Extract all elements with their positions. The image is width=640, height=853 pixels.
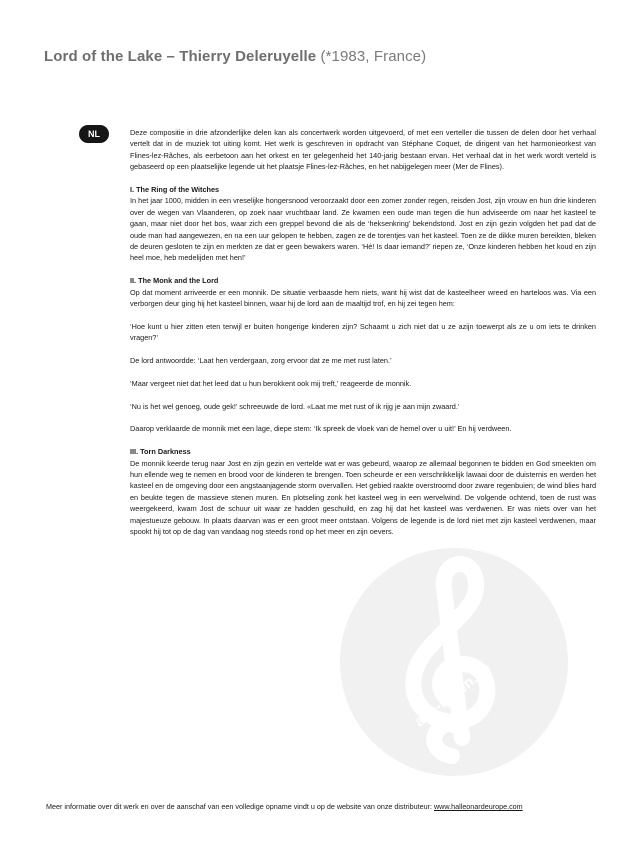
dialogue-line: De lord antwoordde: ‘Laat hen verdergaan, zorg ervoor dat ze me met rust laten.’ — [130, 356, 392, 366]
footer — [46, 802, 606, 811]
section-text: De monnik keerde terug naar Jost en zijn gezin en vertelde wat er was gebeurd, waarop ze allemaal begonnen te bidden en God smeekten om hun ellende weg te nemen en brood voor de kinderen te brengen. Toen scheurde er een verschrikkelijk lawaai door de duisternis en werden het kasteel en de omgeving door een angstaanjagende storm overvallen. Het gebied raakte overstroomd door zware regenbuien; de wind blies hard en beukte tegen de massieve stenen muren. En plotseling zonk het kasteel weg in een wervelwind. De volgende ochtend, toen de rust was weergekeerd, kwam Jost de schuur uit waar ze hadden geschuild, en zag hij dat het kasteel was verdwenen. Er was niets over van het majestueuze gebouw. In plaats daarvan was er een groot meer ontstaan. Volgens de legende is de lord niet met zijn kasteel verdwenen, maar spookt hij tot op de dag van vandaag nog steeds rond op het meer en zijn oevers. — [130, 458, 596, 537]
dialogue-line: ‘Nu is het wel genoeg, oude gek!’ schreeuwde de lord. «Laat me met rust of ik rijg je aan mijn zwaard.’ — [130, 401, 460, 411]
section-text: In het jaar 1000, midden in een vreselijke hongersnood veroorzaakt door een zomer zonder regen, reisden Jost, zijn vrouw en hun drie kinderen over de wegen van Vlaanderen, op zoek naar vruchtbaar land. Ze kwamen een oude man tegen die hun adviseerde om naar het kasteel te gaan, maar niet door het bos, waar zich een greppel bevond die als de ‘heksenkring’ bekendstond. Jost en zijn gezin volgden het pad dat de oude man had aangewezen, en na een uur gelopen te hebben, zagen ze de torentjes van het kasteel. Toen ze de dikke muren bereikten, bleken de deuren gesloten te zijn en merkten ze dat er geen bewakers waren. ‘Hé! Is daar iemand?’ riepen ze, ‘Onze kinderen hebben het koud en zijn heel moe, heb medelijden met hen!’ — [130, 196, 596, 263]
dialogue-line: Daarop verklaarde de monnik met een lage, diepe stem: ‘Ik spreek de vloek van de hemel over u uit!’ En hij verdween. — [130, 424, 512, 434]
section-torn-darkness — [130, 446, 596, 537]
section-monk-and-lord — [130, 275, 596, 309]
section-heading: I. The Ring of the Witches — [130, 185, 220, 195]
dialogue-line: ‘Hoe kunt u hier zitten eten terwijl er buiten hongerige kinderen zijn? Schaamt u zich niet dat u ze azijn toewerpt als ze u om iets te drinken vragen?’ — [130, 321, 596, 343]
language-badge: NL — [79, 125, 109, 143]
distributor-link[interactable]: www.halleonardeurope.com — [433, 802, 523, 811]
watermark-treble-clef-icon — [340, 548, 568, 776]
treble-clef-icon — [340, 548, 568, 776]
intro-paragraph: Deze compositie in drie afzonderlijke delen kan als concertwerk worden uitgevoerd, of met een verteller die tussen de delen door het verhaal vertelt dat in de muziek tot uiting komt. Het werk is geschreven in opdracht van Stéphane Coquet, de dirigent van het harmonieorkest van Flines-lez-Râches, als eerbetoon aan het orkest en ter gelegenheid het 140-jarig bestaan ervan. Het verhaal dat in het werk wordt verteld is gebaseerd op een plaatselijke legende uit het plaatsje Flines-lez-Râches, en het nabijgelegen meer (Mer de Flines). — [130, 128, 596, 172]
main-content — [130, 127, 596, 549]
dialogue-line: ‘Maar vergeet niet dat het leed dat u hun berokkent ook mij treft,’ reageerde de monnik. — [130, 378, 412, 388]
section-heading: II. The Monk and the Lord — [130, 276, 219, 286]
title-subtitle: (*1983, France) — [320, 48, 427, 65]
section-ring-of-the-witches — [130, 184, 596, 264]
title-main: Lord of the Lake – Thierry Deleruyelle — [44, 48, 317, 65]
footer-text: Meer informatie over dit werk en over de aanschaf van een volledige opname vindt u op de website van onze distributeur: — [46, 802, 434, 811]
section-text: Op dat moment arriveerde er een monnik. De situatie verbaasde hem niets, want hij wist dat de kasteelheer wreed en harteloos was. Via een verborgen deur ging hij het kasteel binnen, waar hij de lord aan de maaltijd trof, en hij zei tegen hem: — [130, 287, 596, 309]
watermark-text: alle-noten.de — [411, 659, 495, 731]
page-title — [44, 48, 426, 65]
section-heading: III. Torn Darkness — [130, 447, 191, 457]
